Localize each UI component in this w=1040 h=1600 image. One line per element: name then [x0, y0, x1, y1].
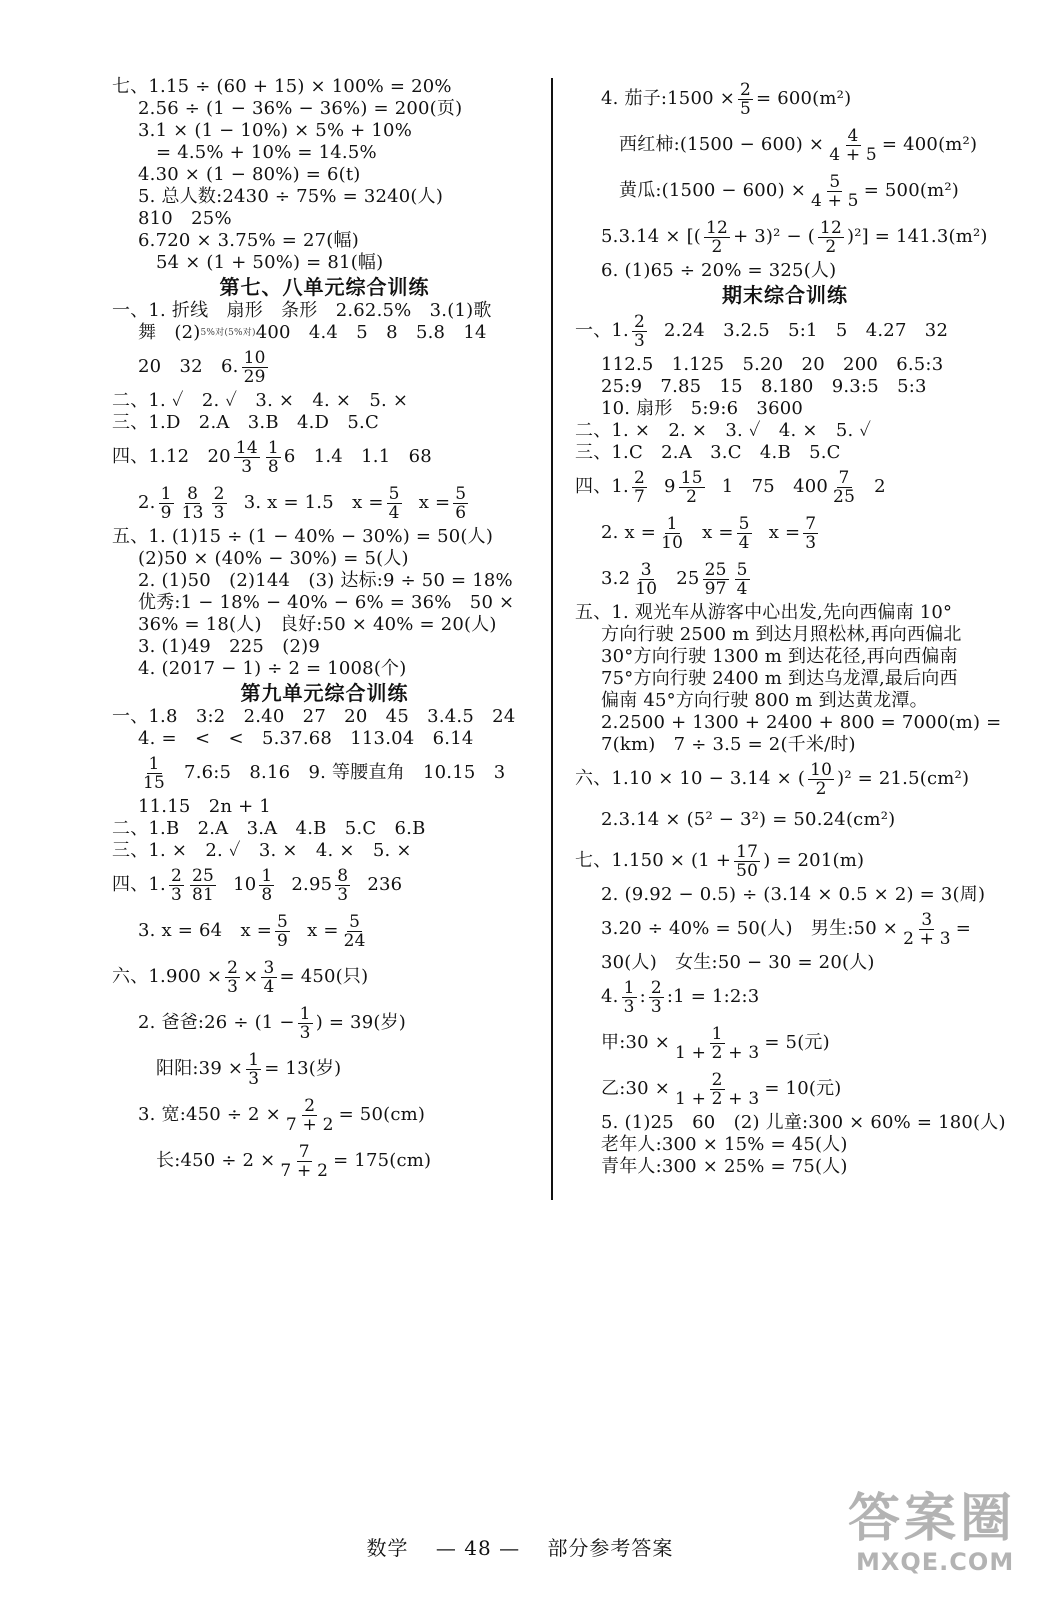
answer-line: 2. $\frac{1}{9}$ $\frac{8}{13}$ $\frac{2}{3}$ 3. x = 1.5 x = $\frac{5}{4}$ x = $\frac{5}{6}$: [138, 483, 467, 523]
fraction: $\frac{1}{8}$: [267, 437, 279, 477]
answer-line: 三、1.C 2.A 3.C 4.B 5.C: [575, 442, 841, 463]
answer-line: 5.3.14 × [( $\frac{12}{2}$ + 3)² − ( $\frac{12}{2}$ )²] = 141.3(m²): [601, 217, 988, 257]
fraction: $\frac{4}{4 + 5}$: [829, 125, 877, 165]
fraction: $\frac{7}{3}$: [805, 513, 817, 553]
fraction: $\frac{2}{3}$: [227, 957, 239, 997]
answer-line: 4.30 × (1 − 80%) = 6(t): [138, 164, 361, 185]
answer-line: 舞 (2) 5%对(5%对) 400 4.4 5 8 5.8 14: [138, 322, 487, 343]
answer-line: 偏南 45°方向行驶 800 m 到达黄龙潭。: [601, 690, 928, 711]
answer-line: 810 25%: [138, 208, 232, 229]
fraction: $\frac{5}{6}$: [455, 483, 467, 523]
answer-line: 七、1.15 ÷ (60 + 15) × 100% = 20%: [112, 76, 452, 97]
answer-line: 2.56 ÷ (1 − 36% − 36%) = 200(页): [138, 98, 463, 119]
watermark-domain: MXQE.COM: [856, 1548, 1015, 1576]
answer-line: 3. 宽:450 ÷ 2 × $\frac{2}{7 + 2}$ = 50(cm): [138, 1095, 426, 1135]
answer-line: 6.720 × 3.75% = 27(幅): [138, 230, 359, 251]
fraction: $\frac{10}{2}$: [810, 759, 833, 799]
fraction: $\frac{5}{9}$: [277, 911, 289, 951]
fraction: $\frac{8}{3}$: [337, 865, 349, 905]
answer-line: 4. = < < 5.37.68 113.04 6.14: [138, 728, 474, 749]
footer-label: 部分参考答案: [547, 1536, 674, 1560]
fraction: $\frac{7}{25}$: [833, 467, 856, 507]
answer-line: 优秀:1 − 18% − 40% − 6% = 36% 50 ×: [138, 592, 515, 613]
section-title-final: 期末综合训练: [722, 283, 848, 307]
answer-line: 二、1. × 2. × 3. ✓ 4. × 5. ✓: [575, 420, 872, 441]
answer-line: 2. 爸爸:26 ÷ (1 − $\frac{1}{3}$ ) = 39(岁): [138, 1003, 407, 1043]
fraction: $\frac{2}{3}$: [213, 483, 225, 523]
fraction: $\frac{2}{3}$: [633, 311, 646, 351]
answer-line: 方向行驶 2500 m 到达月照松林,再向西偏北: [601, 624, 962, 645]
fraction: $\frac{2}{5}$: [739, 79, 752, 119]
fraction: $\frac{5}{4 + 5}$: [811, 171, 859, 211]
fraction: $\frac{2}{7 + 2}$: [285, 1095, 334, 1135]
fraction: $\frac{1}{3}$: [248, 1049, 260, 1089]
answer-line: 五、1. 观光车从游客中心出发,先向西偏南 10°: [575, 602, 953, 623]
answer-line: 2. x = $\frac{1}{10}$ x = $\frac{5}{4}$ x = $\frac{7}{3}$: [601, 513, 817, 553]
section-title-unit-9: 第九单元综合训练: [240, 681, 409, 705]
answer-line: 一、1.8 3:2 2.40 27 20 45 3.4.5 24: [112, 706, 516, 727]
fraction: $\frac{15}{2}$: [680, 467, 703, 507]
fraction: $\frac{5}{24}$: [343, 911, 366, 951]
answer-line: 一、1. $\frac{2}{3}$ 2.24 3.2.5 5:1 5 4.27 32: [575, 311, 949, 351]
fraction: $\frac{1}{9}$: [160, 483, 172, 523]
answer-line: 四、1.12 20 $\frac{14}{3}$ $\frac{1}{8}$ 6 1.4 1.1 68: [112, 437, 432, 477]
answer-line: 2. (1)50 (2)144 (3) 达标:9 ÷ 50 = 18%: [138, 570, 513, 591]
right-column: [575, 76, 1006, 1178]
fraction: $\frac{5}{4}$: [736, 559, 748, 599]
answer-line: 112.5 1.125 5.20 20 200 6.5:3: [601, 354, 944, 375]
answer-line: 3.2 $\frac{3}{10}$ 25 $\frac{25}{97}$ $\frac{5}{4}$: [601, 559, 748, 599]
fraction: $\frac{10}{29}$: [243, 347, 266, 387]
answer-line: 七、1.150 × (1 + $\frac{17}{50}$ ) = 201(m): [575, 841, 865, 881]
answer-line: (2)50 × (40% − 30%) = 5(人): [138, 548, 409, 569]
section-title-unit-7-8: 第七、八单元综合训练: [219, 275, 430, 299]
answer-line: 二、1. ✓ 2. ✓ 3. × 4. × 5. ×: [112, 390, 409, 411]
fraction: $\frac{17}{50}$: [736, 841, 759, 881]
answer-line: 75°方向行驶 2400 m 到达乌龙潭,最后向西: [601, 668, 958, 689]
answer-line: 54 × (1 + 50%) = 81(幅): [156, 252, 384, 273]
watermark-char: 案: [904, 1489, 957, 1549]
fraction: $\frac{3}{4}$: [263, 957, 275, 997]
answer-line: 4. 茄子:1500 × $\frac{2}{5}$ = 600(m²): [601, 79, 852, 119]
answer-line: 老年人:300 × 15% = 45(人): [601, 1134, 848, 1155]
fraction: $\frac{5}{4}$: [388, 483, 400, 523]
answer-line: 25:9 7.85 15 8.180 9.3:5 5:3: [601, 376, 927, 397]
answer-line: 20 32 6. $\frac{10}{29}$: [138, 347, 266, 387]
answer-line: 11.15 2n + 1: [138, 796, 271, 817]
answer-line: 乙:30 × $\frac{2}{1 + 2 + 3}$ = 10(元): [601, 1069, 842, 1109]
fraction: $\frac{2}{3}$: [650, 977, 662, 1017]
answer-line: = 4.5% + 10% = 14.5%: [156, 142, 377, 163]
fraction: $\frac{1}{3}$: [623, 977, 635, 1017]
fraction: $\frac{1}{3}$: [299, 1003, 311, 1043]
answer-line: 黄瓜:(1500 − 600) × $\frac{5}{4 + 5}$ = 500(m²): [619, 171, 959, 211]
answer-line: 3.20 ÷ 40% = 50(人) 男生:50 × $\frac{3}{2 + 3}$ =: [601, 909, 972, 949]
answer-line: 6. (1)65 ÷ 20% = 325(人): [601, 260, 837, 281]
answer-line: 10. 扇形 5:9:6 3600: [601, 398, 804, 419]
small-note: 5%对(5%对): [200, 328, 256, 338]
answer-line: 二、1.B 2.A 3.A 4.B 5.C 6.B: [112, 818, 426, 839]
answer-line: 3.1 × (1 − 10%) × 5% + 10%: [138, 120, 412, 141]
answer-line: 2.3.14 × (5² − 3²) = 50.24(cm²): [601, 809, 896, 830]
fraction: $\frac{2}{7}$: [633, 467, 646, 507]
answer-line: 四、1. $\frac{2}{7}$ 9 $\frac{15}{2}$ 1 75 400 $\frac{7}{25}$ 2: [575, 467, 886, 507]
fraction: $\frac{25}{97}$: [704, 559, 727, 599]
fraction: $\frac{1}{1 + 2 + 3}$: [674, 1023, 760, 1063]
answer-line: 六、1.900 × $\frac{2}{3}$ × $\frac{3}{4}$ = 450(只): [112, 957, 369, 997]
fraction: $\frac{1}{10}$: [661, 513, 684, 553]
answer-line: 4. $\frac{1}{3}$ : $\frac{2}{3}$ :1 = 1:2:3: [601, 977, 760, 1017]
answer-line: 30°方向行驶 1300 m 到达花径,再向西偏南: [601, 646, 958, 667]
fraction: $\frac{2}{1 + 2 + 3}$: [674, 1069, 760, 1109]
answer-line: 四、1. $\frac{2}{3}$ $\frac{25}{81}$ 10 $\frac{1}{8}$ 2.95 $\frac{8}{3}$ 236: [112, 865, 403, 905]
page-number: — 48 —: [435, 1536, 521, 1560]
answer-line: 3. x = 64 x = $\frac{5}{9}$ x = $\frac{5}{24}$: [138, 911, 366, 951]
watermark-logo: [848, 1476, 1018, 1586]
fraction: $\frac{14}{3}$: [235, 437, 258, 477]
answer-line: 三、1.D 2.A 3.B 4.D 5.C: [112, 412, 379, 433]
fraction: $\frac{25}{81}$: [192, 865, 215, 905]
fraction: $\frac{8}{13}$: [181, 483, 204, 523]
fraction: $\frac{3}{10}$: [635, 559, 658, 599]
answer-line: 5. (1)25 60 (2) 儿童:300 × 60% = 180(人): [601, 1112, 1006, 1133]
answer-line: 7(km) 7 ÷ 3.5 = 2(千米/时): [601, 734, 856, 755]
answer-line: 五、1. (1)15 ÷ (1 − 40% − 30%) = 50(人): [112, 526, 494, 547]
answer-line: 六、1.10 × 10 − 3.14 × ( $\frac{10}{2}$ )² = 21.5(cm²): [575, 759, 970, 799]
footer-subject: 数学: [366, 1536, 409, 1560]
watermark-char: 圈: [960, 1489, 1013, 1549]
answer-line: 2. (9.92 − 0.5) ÷ (3.14 × 0.5 × 2) = 3(周): [601, 884, 986, 905]
left-column: [112, 76, 537, 1184]
fraction: $\frac{3}{2 + 3}$: [903, 909, 951, 949]
fraction: $\frac{1}{15}$: [143, 753, 166, 793]
fraction: $\frac{5}{4}$: [738, 513, 750, 553]
answer-line: 5. 总人数:2430 ÷ 75% = 3240(人): [138, 186, 444, 207]
answer-line: 长:450 ÷ 2 × $\frac{7}{7 + 2}$ = 175(cm): [156, 1141, 432, 1181]
fraction: $\frac{7}{7 + 2}$: [280, 1141, 329, 1181]
answer-line: 30(人) 女生:50 − 30 = 20(人): [601, 952, 875, 973]
fraction: $\frac{12}{2}$: [706, 217, 729, 257]
answer-line: 36% = 18(人) 良好:50 × 40% = 20(人): [138, 614, 497, 635]
answer-line: 西红柿:(1500 − 600) × $\frac{4}{4 + 5}$ = 400(m²): [619, 125, 978, 165]
column-divider: [551, 78, 553, 1200]
answer-line: 阳阳:39 × $\frac{1}{3}$ = 13(岁): [156, 1049, 342, 1089]
fraction: $\frac{12}{2}$: [819, 217, 842, 257]
answer-line: 三、1. × 2. ✓ 3. × 4. × 5. ×: [112, 840, 412, 861]
fraction: $\frac{2}{3}$: [170, 865, 183, 905]
fraction: $\frac{1}{8}$: [261, 865, 273, 905]
answer-line: 3. (1)49 225 (2)9: [138, 636, 321, 657]
answer-line: $\frac{1}{15}$ 7.6:5 8.16 9. 等腰直角 10.15 3: [143, 753, 506, 793]
answer-line: 2.2500 + 1300 + 2400 + 800 = 7000(m) =: [601, 712, 1002, 733]
answer-line: 甲:30 × $\frac{1}{1 + 2 + 3}$ = 5(元): [601, 1023, 830, 1063]
answer-line: 4. (2017 − 1) ÷ 2 = 1008(个): [138, 658, 407, 679]
answer-line: 青年人:300 × 25% = 75(人): [601, 1156, 848, 1177]
answer-line: 一、1. 折线 扇形 条形 2.62.5% 3.(1)歌: [112, 300, 492, 321]
watermark-char: 答: [848, 1489, 901, 1549]
